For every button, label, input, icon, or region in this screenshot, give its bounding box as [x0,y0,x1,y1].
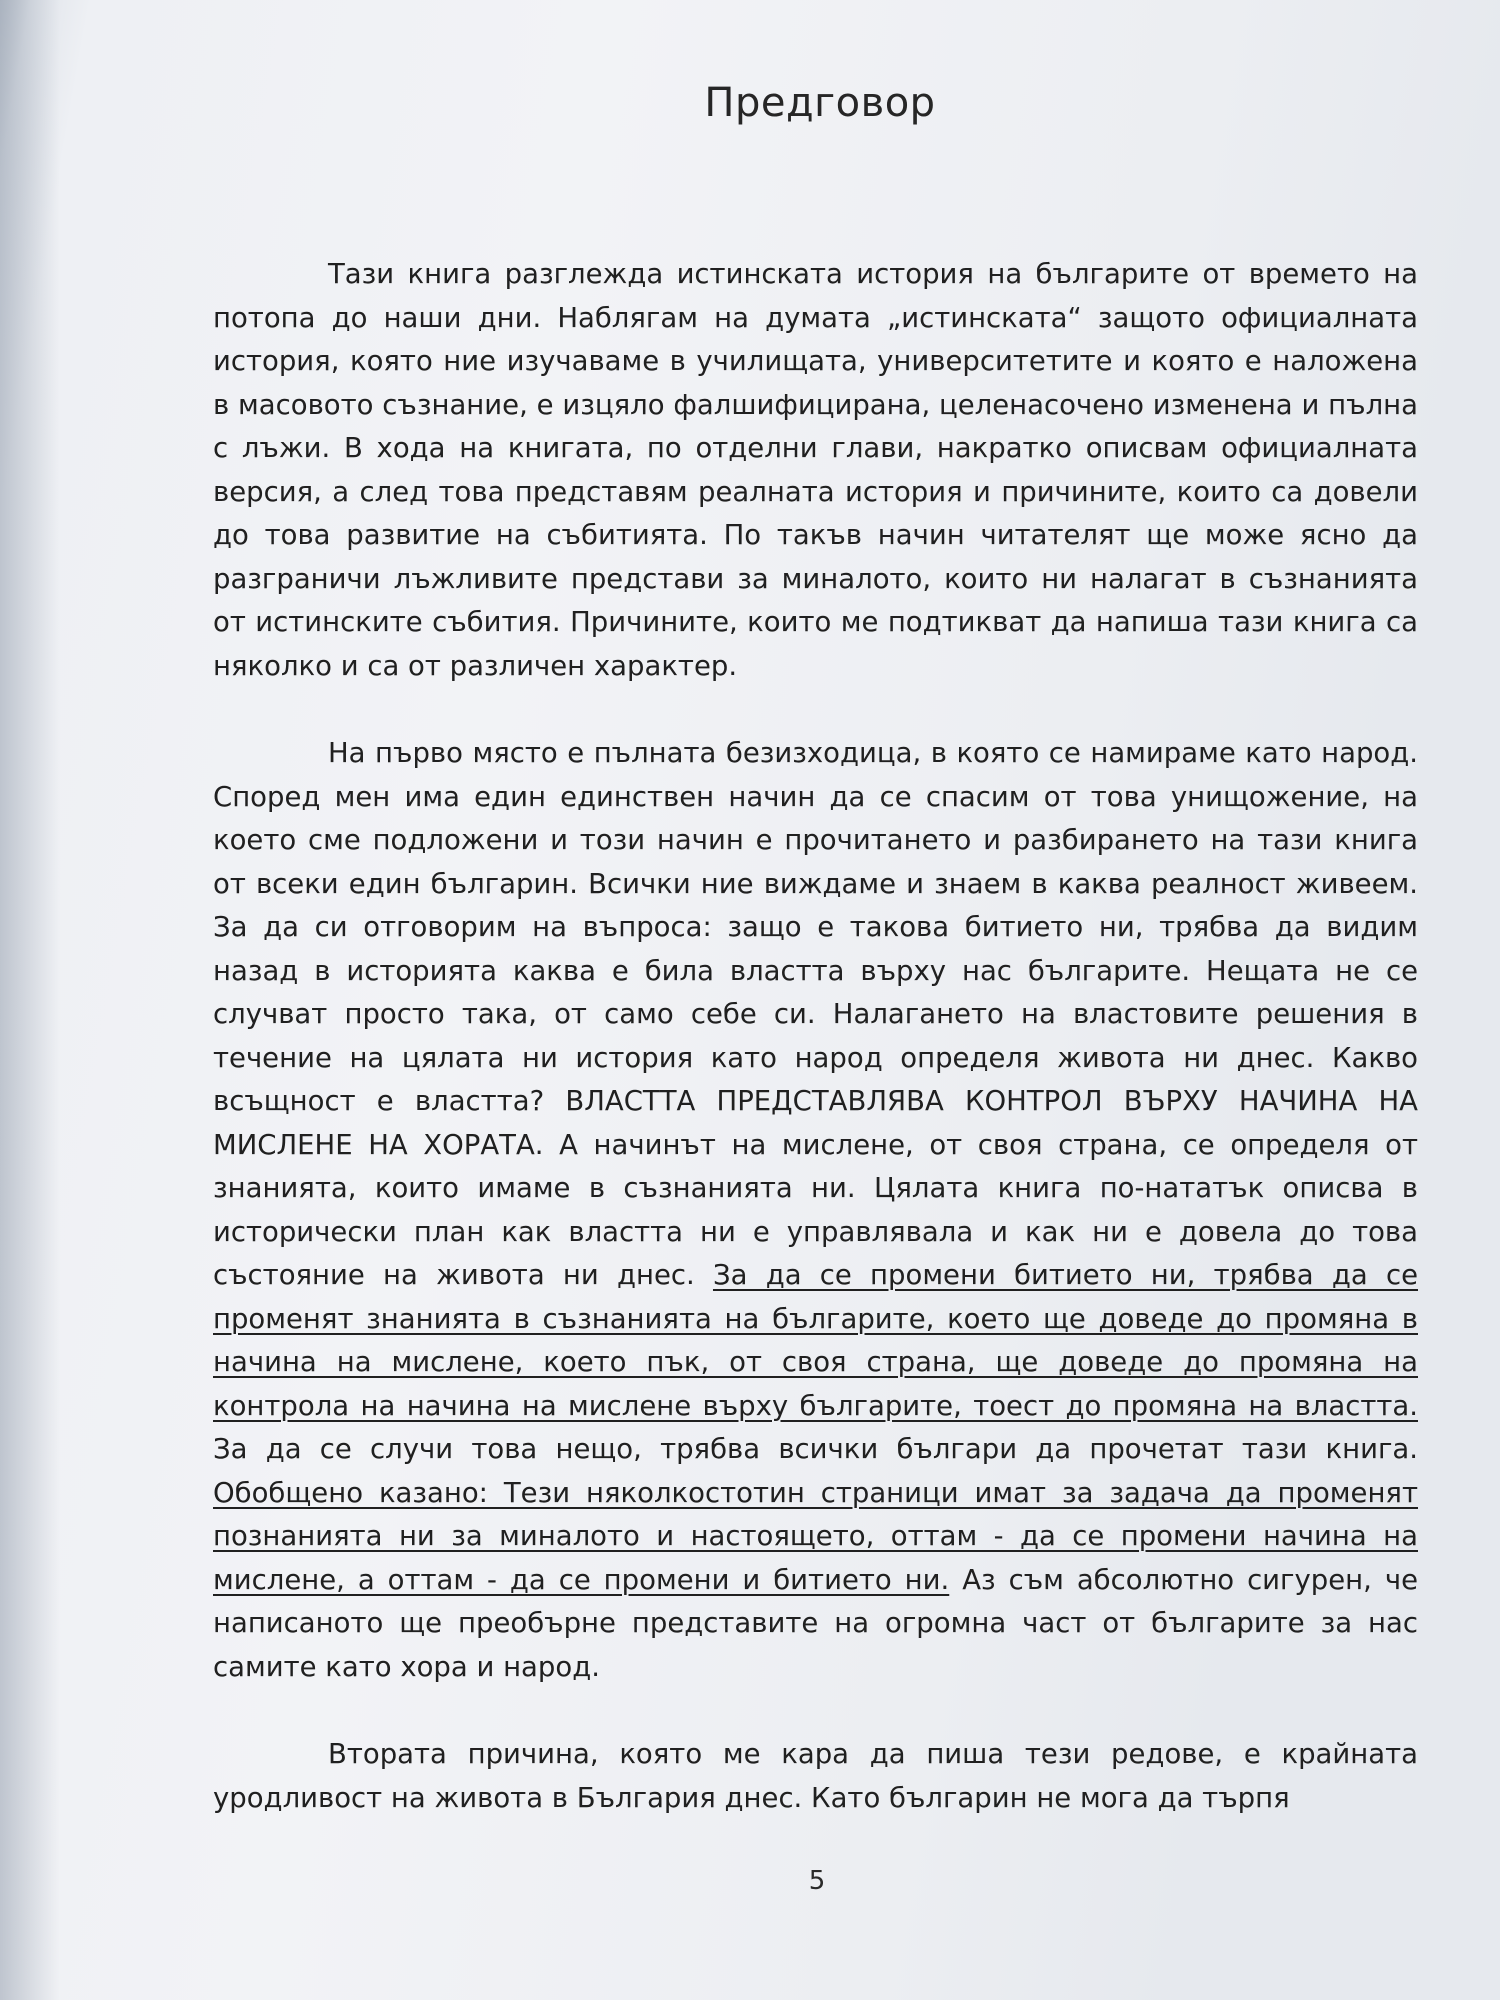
page-number: 5 [808,1866,826,1896]
paragraph-3-text: Втората причина, която ме кара да пиша тези редове, е крайната уродливост на живота в България днес. Като българин не мога да търпя [213,1738,1418,1814]
paragraph-2-text-cont: За да се случи това нещо, трябва всички българи да прочетат тази книга. [213,1433,1418,1465]
paragraph-2-text-end: Аз съм абсолютно сигурен, че написаното ще преобърне представите на огромна част от българите за нас самите като хора и народ. [213,1563,1418,1683]
paragraph-1 [213,253,1418,688]
paragraph-3 [213,1733,1418,1820]
page-gutter-shadow [0,0,60,2000]
underlined-passage-1: За да се промени битието ни, трябва да се променят знанията в съзнанията на българите, което ще доведе до промяна в начина на мислене, което пък, от своя страна, ще доведе до промяна на контрола на начина на мислене върху българите, тоест до промяна на властта. [213,1259,1418,1422]
underlined-passage-2: Обобщено казано: Тези няколкостотин страници имат за задача да променят познанията ни за миналото и настоящето, оттам - да се промени начина на мислене, а оттам - да се промени и битието ни. [213,1476,1418,1596]
paragraph-2-text: На първо място е пълната безизходица, в която се намираме като народ. Според мен има един единствен начин да се спасим от това унищожение, на което сме подложени и този начин е прочитането и разбирането на тази книга от всеки един българин. Всички ние виждаме и знаем в каква реалност живеем. За да си отговорим на въпроса: защо е такова битието ни, трябва да видим назад в историята каква е била властта върху нас българите. Нещата не се случват просто така, от само себе си. Налагането на властовите решения в течение на цялата ни история като народ определя живота ни днес. Какво всъщност е властта? ВЛАСТТА ПРЕДСТАВЛЯВА КОНТРОЛ ВЪРХУ НАЧИНА НА МИСЛЕНЕ НА ХОРАТА. А начинът на мислене, от своя страна, се определя от знанията, които имаме в съзнанията ни. Цялата книга по-нататък описва в исторически план как властта ни е управлявала и как ни е довела до това състояние на живота ни днес. [213,737,1418,1291]
paragraph-2 [213,732,1418,1689]
paragraph-1-text: Тази книга разглежда истинската история на българите от времето на потопа до наши дни. Наблягам на думата „истинската“ защото официалната история, която ние изучаваме в училищата, университетите и която е наложена в масовото съзнание, е изцяло фалшифицирана, целенасочено изменена и пълна с лъжи. В хода на книгата, по отделни глави, накратко описвам официалната версия, а след това представям реалната история и причините, които са довели до това развитие на събитията. По такъв начин читателят ще може ясно да разграничи лъжливите представи за миналото, които ни налагат в съзнанията от истинските събития. Причините, които ме подтикват да напиша тази книга са няколко и са от различен характер. [213,258,1418,682]
page-title: Предговор [704,80,936,126]
body-text [213,253,1418,1820]
